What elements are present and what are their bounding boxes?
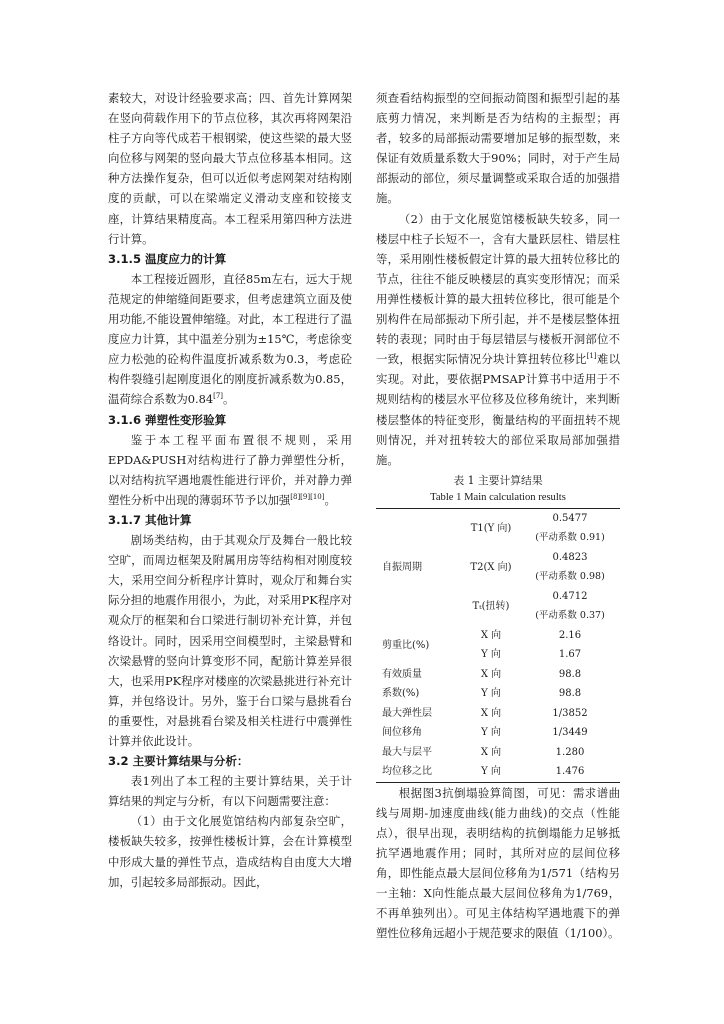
citation: [7] <box>213 392 224 401</box>
table-row <box>376 508 620 528</box>
tt-label: Tₜ(扭转) <box>472 600 510 612</box>
table-row: 均位移之比 Y 向 1.476 <box>376 762 620 782</box>
table-row: 剪重比(%) X 向 2.16 <box>376 626 620 646</box>
mass-y: 98.8 <box>558 688 582 700</box>
paragraph: 鉴于本工程平面布置很不规则，采用EPDA&PUSH对结构进行了静力弹塑性分析，以对结构抗罕遇地震性能进行评价，并对静力弹塑性分析中出现的薄弱环节予以加强[8][9][10]。 <box>108 432 352 507</box>
mass-x: 98.8 <box>558 668 582 680</box>
period-label: 自振周期 <box>382 561 422 573</box>
table-caption-en: Table 1 Main calculation results <box>430 491 566 503</box>
tt-sub: (平动系数 0.37) <box>535 610 605 622</box>
table-row: 间位移角 Y 向 1/3449 <box>376 723 620 743</box>
table-row: 系数(%) Y 向 98.8 <box>376 684 620 704</box>
paragraph: 本工程接近圆形，直径85m左右，远大于规范规定的伸缩缝间距要求，但考虑建筑立面及使用功能,不能设置伸缩缝。对此，本工程进行了温度应力计算，其中温差分别为±15℃，考虑徐变应力松弛的砼构件温度折减系数为0.3，考虑砼构件裂缝引起刚度退化的刚度折减系数为0.85，温荷综合系数为0.84[7]。 <box>108 271 352 407</box>
paragraph: 根据图3抗倒塌验算简图，可见：需求谱曲线与周期-加速度曲线(能力曲线)的交点（性能点），很早出现，表明结构的抗倒塌能力足够抵抗罕遇地震作用；同时，其所对应的层间位移角，即性能点最大层间位移角为1/571（结构另一主轴：X向性能点最大层间位移角为1/769，不再单独列出）。可见主体结构罕遇地震下的弹塑性位移角远超小于规范要求的限值（1/100）。 <box>376 785 620 941</box>
t1-sub: (平动系数 0.91) <box>535 532 605 544</box>
paragraph: （2）由于文化展览馆楼板缺失较多，同一楼层中柱子长短不一，含有大量跃层柱、错层柱等，采用刚性楼板假定计算的最大扭转位移比的节点，往往不能反映楼层的真实变形情况；而采用弹性楼板计算的最大扭转位移比，很可能是个别构件在局部振动下所引起，并不是楼层整体扭转的表现；同时由于每层错层与楼板开洞部位不一致，根据实际情况分块计算扭转位移比[1]难以实现。对此，要依据PMSAP计算书中适用于不规则结构的楼层水平位移及位移角统计，来判断楼层整体的特征变形，衡量结构的平面扭转不规则情况，并对扭转较大的部位采取局部加强措施。 <box>376 211 620 467</box>
table-row: 有效质量 X 向 98.8 <box>376 665 620 685</box>
shear-y: 1.67 <box>558 649 582 661</box>
table-row: Y 向 1.67 <box>376 645 620 665</box>
right-column <box>376 88 620 944</box>
t1-label: T1(Y 向) <box>470 522 512 534</box>
paragraph: 剧场类结构，由于其观众厅及舞台一般比较空旷，而周边框架及附属用房等结构相对刚度较大，采用空间分析程序计算时，观众厅和舞台实际分担的地震作用很小，为此，对采用PK程序对观众厅的框架和台口梁进行制切补充计算，并包络设计。同时，因采用空间模型时，主梁悬臂和次梁悬臂的竖向计算变形不同，配筋计算差异很大，也采用PK程序对楼座的次梁悬挑进行补充计算，并包络设计。另外，鉴于台口梁与悬挑看台的重要性，对悬挑看台梁及相关柱进行中震弹性计算并依此设计。 <box>108 533 352 748</box>
tt-value: 0.4712 <box>552 590 588 602</box>
drift-y: 1/3449 <box>552 727 588 739</box>
paragraph: 须查看结构振型的空间振动简图和振型引起的基底剪力情况，来判断是否为结构的主振型；再者，较多的局部振动需要增加足够的振型数，来保证有效质量系数大于90%；同时，对于产生局部振动的部位，须尽量调整或采取合适的加强措施。 <box>376 91 620 206</box>
table-caption-cn: 表 1 主要计算结果 <box>453 473 543 487</box>
drift-x: 1/3852 <box>552 707 588 719</box>
paragraph: 素较大，对设计经验要求高；四、首先计算网架在竖向荷载作用下的节点位移，其次再将网架沿柱子方向等代成若干根钢梁，使这些梁的最大竖向位移与网架的竖向最大节点位移基本相同。这种方法操作复杂，但可以近似考虑网架对结构刚度的贡献，可以在梁端定义滑动支座和铰接支座，计算结果精度高。本工程采用第四种方法进行计算。 <box>108 91 352 246</box>
paragraph: 表1列出了本工程的主要计算结果，关于计算结果的判定与分析，有以下问题需要注意： <box>108 774 352 809</box>
paragraph: （1）由于文化展览馆结构内部复杂空旷，楼板缺失较多，按弹性楼板计算，会在计算模型中形成大量的弹性节点，造成结构自由度大大增加，引起较多局部振动。因此， <box>108 814 352 889</box>
ratio-y: 1.476 <box>555 766 585 778</box>
t1-value: 0.5477 <box>552 512 588 524</box>
t2-value: 0.4823 <box>552 551 588 563</box>
t2-sub: (平动系数 0.98) <box>535 571 605 583</box>
ratio-x: 1.280 <box>555 746 585 758</box>
shear-label: 剪重比(%) <box>382 639 430 651</box>
left-column <box>108 88 352 892</box>
citation: [8][9][10] <box>290 493 325 502</box>
shear-x: 2.16 <box>558 629 582 641</box>
section-heading: 3.1.5 温度应力的计算 <box>108 251 227 266</box>
t2-label: T2(X 向) <box>470 561 512 573</box>
section-heading: 3.1.7 其他计算 <box>108 512 192 527</box>
results-table <box>376 508 620 783</box>
section-heading: 3.2 主要计算结果与分析： <box>108 754 249 769</box>
table-row: 最大弹性层 X 向 1/3852 <box>376 704 620 724</box>
section-heading: 3.1.6 弹塑性变形验算 <box>108 412 227 427</box>
table-row: 最大与层平 X 向 1.280 <box>376 743 620 763</box>
citation: [1] <box>586 352 597 361</box>
